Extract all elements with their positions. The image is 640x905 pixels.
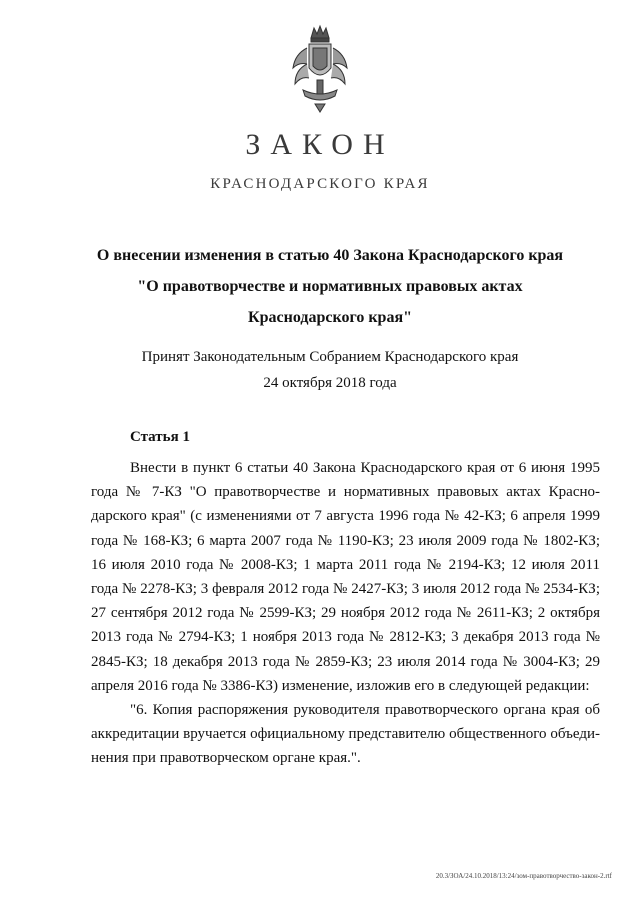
heading-line-1: О внесении изменения в статью 40 Закона Краснодарского края bbox=[96, 247, 564, 264]
law-subtitle: КРАСНОДАРСКОГО КРАЯ bbox=[210, 176, 430, 192]
adopted-by: Принят Законодательным Собранием Краснодарского края bbox=[141, 349, 519, 365]
paragraph-2: "6. Копия распоряжения руководителя правотворческого органа края об аккредитации вручается официальному представителю общественного объединения при правотворческом органе края.". bbox=[91, 702, 600, 767]
heading-line-3: Краснодарского края" bbox=[248, 309, 412, 326]
heading-line-2: "О правотворчестве и нормативных правовых актах bbox=[137, 278, 523, 295]
file-footer: 20.3/ЗОА/24.10.2018/13:24/зом-правотворчество-закон-2.rtf bbox=[435, 872, 612, 880]
law-title: ЗАКОН bbox=[245, 128, 395, 161]
coat-of-arms-icon bbox=[289, 24, 351, 114]
adopted-date: 24 октября 2018 года bbox=[263, 375, 397, 391]
document-heading bbox=[60, 240, 600, 333]
adoption-info bbox=[60, 344, 600, 396]
article-title: Статья 1 bbox=[130, 429, 190, 445]
article-body bbox=[91, 456, 600, 771]
paragraph-1: Внести в пункт 6 статьи 40 Закона Краснодарского края от 6 июня 1995 года № 7-КЗ "О правотворчестве и нормативных правовых актах Краснодарского края" (с изменениями от 7 августа 1996 года № 42-КЗ; 6 апреля 1999 года № 168-КЗ; 6 марта 2007 года № 1190-КЗ; 23 июля 2009 года № 1802-КЗ; 16 июля 2010 года № 2008-КЗ; 1 марта 2011 года № 2194-КЗ; 12 июля 2011 года № 2278-КЗ; 3 февраля 2012 года № 2427-КЗ; 3 июля 2012 года № 2534-КЗ; 27 сентября 2012 года № 2599-КЗ; 29 ноября 2012 года № 2611-КЗ; 2 октября 2013 года № 2794-КЗ; 1 ноября 2013 года № 2812-КЗ; 3 декабря 2013 года № 2845-КЗ; 18 декабря 2013 года № 2859-КЗ; 23 июля 2014 года № 3004-КЗ; 29 апреля 2016 года № 3386-КЗ) изменение, изложив его в следующей редакции: bbox=[91, 460, 600, 694]
